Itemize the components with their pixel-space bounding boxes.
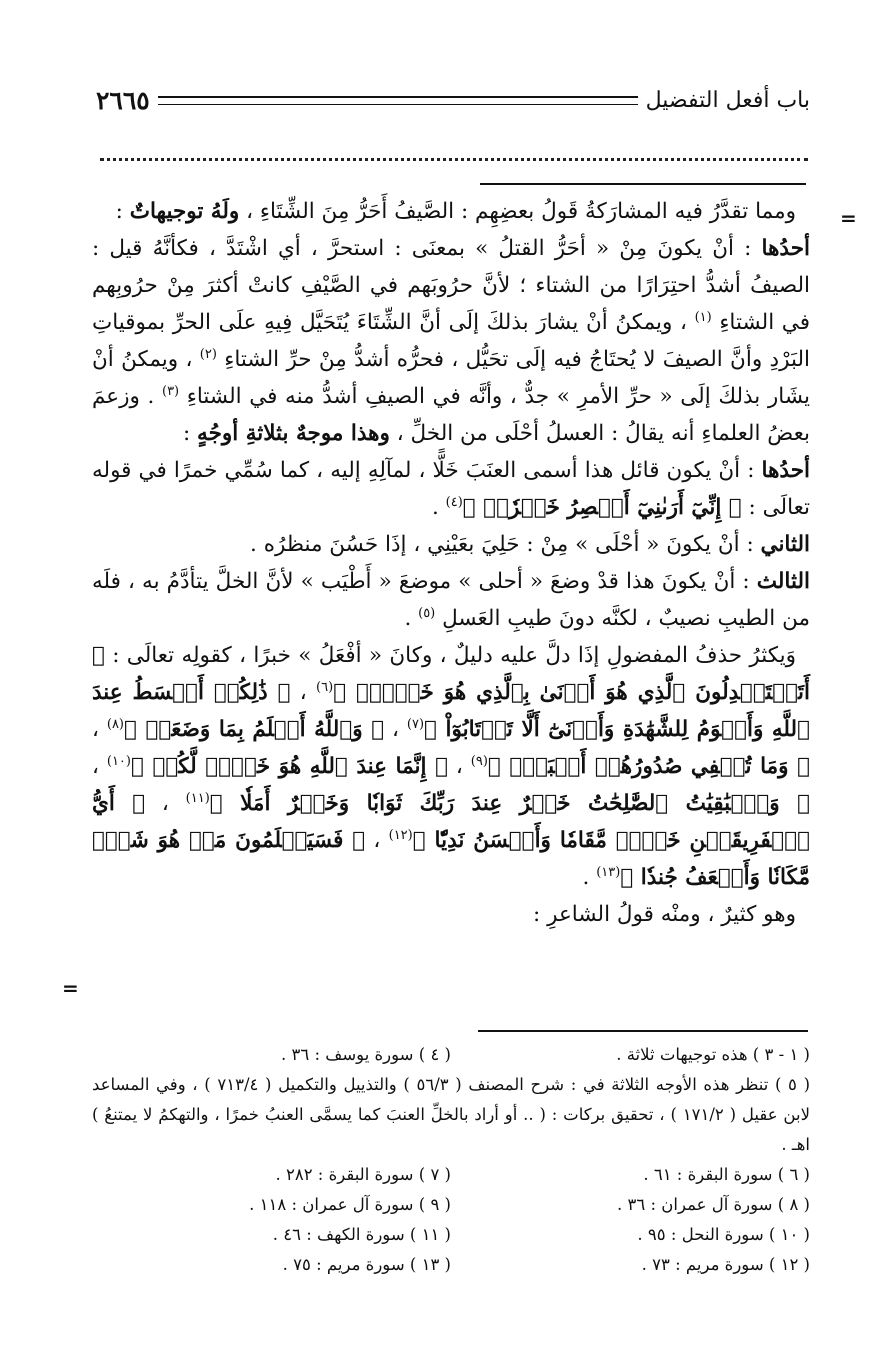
footnote-ref-4: (٤) xyxy=(445,494,463,510)
paragraph-4 xyxy=(92,526,810,563)
p4-text: : أنْ يكونَ « أحْلَى » مِنْ : حَلِيَ بعَيْنِي ، إذَا حَسُنَ منظرُه . xyxy=(250,532,761,557)
quran-quote-8: ﴿ وَٱللَّهُ أَعۡلَمُ بِمَا وَضَعَتۡ ﴾ xyxy=(124,717,385,742)
footnote-12: ( ١٢ ) سورة مريم : ٧٣ . xyxy=(641,1255,810,1274)
footnote-ref-9: (٩) xyxy=(470,753,488,769)
p2-label: أحدُها xyxy=(761,236,810,261)
footnote-ref-12: (١٢) xyxy=(388,827,413,843)
footnote-ref-2: (٢) xyxy=(199,346,217,362)
footnote-row xyxy=(92,1250,810,1280)
p3-tail: . xyxy=(431,495,446,520)
quran-quote-6: ﴿ أَتَسۡتَبۡدِلُونَ ٱلَّذِي هُوَ أَدۡنَىٰ بِٱلَّذِي هُوَ خَيۡرٌۚ ﴾ xyxy=(92,643,810,705)
p5-text: : أنْ يكونَ هذا قدْ وضعَ « أحلى » موضعَ « أَطْيَب » لأنَّ الخلَّ يتأدَّمُ به ، فلَه من الطيبِ نصيبٌ ، لكنَّه دونَ طيبِ العَسلِ xyxy=(92,569,810,631)
footnote-7: ( ٧ ) سورة البقرة : ٢٨٢ . xyxy=(275,1165,451,1184)
p2-text-2: ، ويمكنُ أنْ يشارَ بذلكَ إلَى أنَّ الشِّتَاءَ يُتَحَيَّل فِيهِ علَى الحرِّ بموقياتِ البَرْدِ وأنَّ الصيفَ لا يُحتَاجُ فيه إلَى تحَيُّل ، فحرُّه أشدُّ مِنْ حرِّ الشتاءِ xyxy=(92,310,810,372)
p2-text: : أنْ يكونَ مِنْ « أحَرُّ القتلُ » بمعنَى : استحرَّ ، أي اشْتَدَّ ، فكأنَّهُ قيل : الصيفُ أشدُّ احتِرَارًا من الشتاء ؛ لأنَّ حرُوبَهم في الصَّيْفِ كانتْ أكثرَ مِنْ حرُوبِهم في الشتاءِ xyxy=(92,236,810,335)
footnote-rule xyxy=(478,1030,808,1032)
footnote-ref-7: (٧) xyxy=(406,716,425,732)
p5-label: الثالث xyxy=(756,569,810,594)
footnote-6: ( ٦ ) سورة البقرة : ٦١ . xyxy=(643,1165,810,1184)
footnote-row xyxy=(92,1220,810,1250)
p3-text: : أنْ يكون قائل هذا أسمى العنَبَ خَلًّا ، لمآلِهِ إليه ، كما سُمِّي خمرًا في قوله تعالَى : xyxy=(92,458,810,520)
footnote-10: ( ١٠ ) سورة النحل : ٩٥ . xyxy=(637,1225,810,1244)
footnote-ref-1: (١) xyxy=(694,309,712,325)
p3-label: أحدُها xyxy=(761,458,810,483)
running-header xyxy=(96,80,810,120)
footnote-ref-6: (٦) xyxy=(316,679,334,695)
footnote-9: ( ٩ ) سورة آل عمران : ١١٨ . xyxy=(249,1195,451,1214)
paragraph-3 xyxy=(92,452,810,526)
footnote-ref-8: (٨) xyxy=(106,716,124,732)
p2-tail: : xyxy=(182,421,198,446)
footnote-ref-13: (١٣) xyxy=(596,864,621,880)
footnote-11: ( ١١ ) سورة الكهف : ٤٦ . xyxy=(272,1225,451,1244)
p1-tail: : xyxy=(115,199,130,224)
paragraph-7: وهو كثيرٌ ، ومنْه قولُ الشاعرِ : xyxy=(533,902,796,927)
p2-bold: وهذا موجهٌ بثلاثةِ أوجُهٍ xyxy=(197,421,390,446)
footnote-4: ( ٤ ) سورة يوسف : ٣٦ . xyxy=(280,1045,451,1064)
quran-quote-12: ﴿ أَيُّ ٱلۡفَرِيقَيۡنِ خَيۡرٞ مَّقَامٗا وَأَحۡسَنُ نَدِيّٗا ﴾ xyxy=(92,791,811,853)
chapter-title: باب أفعل التفضيل xyxy=(645,87,810,113)
main-text xyxy=(92,193,810,933)
footnote-ref-10: (١٠) xyxy=(106,753,131,769)
footnote-row xyxy=(92,1160,810,1190)
margin-marker-top: = xyxy=(840,206,857,230)
footnote-row xyxy=(92,1040,810,1070)
p2-text-4: . وزعمَ بعضُ العلماءِ أنه يقالُ : العسلُ أحْلَى من الخلِّ ، xyxy=(92,384,810,446)
footnote-1-3: ( ١ - ٣ ) هذه توجيهات ثلاثة . xyxy=(616,1045,810,1064)
footnote-ref-11: (١١) xyxy=(185,790,210,806)
quran-quote-11: ﴿ وَٱلۡبَٰقِيَٰتُ ٱلصَّٰلِحَٰتُ خَيۡرٌ عِندَ رَبِّكَ ثَوَابٗا وَخَيۡرٌ أَمَلٗا ﴾ xyxy=(209,791,810,816)
quran-quote-7: ﴿ ذَٰلِكُمۡ أَقۡسَطُ عِندَ ٱللَّهِ وَأَقۡوَمُ لِلشَّهَٰدَةِ وَأَدۡنَىٰٓ أَلَّا تَرۡتَابُوٓاْ ﴾ xyxy=(92,680,811,742)
footnotes xyxy=(92,1040,810,1280)
footnote-ref-5: (٥) xyxy=(418,605,436,621)
p2-text-3: ، ويمكنُ أنْ يشَار بذلكَ إلَى « حرِّ الأمرِ » جدٌّ ، وأنَّه في الصيفِ أشدُّ منه في الشتاءِ xyxy=(92,347,810,409)
header-rule xyxy=(158,96,638,105)
footnote-row xyxy=(92,1190,810,1220)
dotted-divider xyxy=(100,142,808,161)
quran-quote-13: ﴿ فَسَيَعۡلَمُونَ مَنۡ هُوَ شَرّٞ مَّكَانٗا وَأَضۡعَفُ جُندٗا ﴾ xyxy=(92,828,810,890)
p1-bold: ولَهُ توجيهاتٌ xyxy=(129,199,240,224)
text-top-rule xyxy=(480,183,806,185)
footnote-8: ( ٨ ) سورة آل عمران : ٣٦ . xyxy=(617,1195,810,1214)
paragraph-5 xyxy=(92,563,810,637)
p5-tail: . xyxy=(404,606,419,631)
quran-quote-9: ﴿ وَمَا تُخۡفِي صُدُورُهُمۡ أَكۡبَرُۚ ﴾ xyxy=(487,754,811,779)
quran-quote-4: ﴿ إِنِّيٓ أَرَىٰنِيٓ أَعۡصِرُ خَمۡرٗاۖ ﴾ xyxy=(462,495,742,520)
page-number: ٢٦٦٥ xyxy=(96,85,150,115)
p6-text: وَيكثرُ حذفُ المفضولِ إذَا دلَّ عليه دليلٌ ، وكانَ « أفْعَلُ » خبرًا ، كقولِه تعالَى : xyxy=(104,643,796,668)
paragraph-2 xyxy=(92,230,810,452)
footnote-5: ( ٥ ) تنظر هذه الأوجه الثلاثة في : شرح المصنف ( ٥٦/٣ ) والتذييل والتكميل ( ٧١٣/٤ ) ، وفي المساعد لابن عقيل ( ١٧١/٢ ) ، تحقيق بركات : ( .. أو أراد بالخلِّ العنبَ كما يسمَّى العنبُ خمرًا ، والتهكمُ لا يمتنعُ ) اهـ . xyxy=(92,1075,811,1154)
footnote-ref-3: (٣) xyxy=(161,383,180,399)
paragraph-6: وَيكثرُ حذفُ المفضولِ إذَا دلَّ عليه دليلٌ ، وكانَ « أفْعَلُ » خبرًا ، كقولِه تعالَى : ﴿ أَتَسۡتَبۡدِلُونَ ٱلَّذِي هُوَ أَدۡنَىٰ بِٱلَّذِي هُوَ خَيۡرٌۚ ﴾$^{(٦)}$ ، ﴿ ذَٰلِكُمۡ أَقۡسَطُ عِندَ ٱللَّهِ وَأَقۡوَمُ لِلشَّهَٰدَةِ وَأَدۡنَىٰٓ أَلَّا تَرۡتَابُوٓاْ ﴾$^{(٧)}$ ، ﴿ وَٱللَّهُ أَعۡلَمُ بِمَا وَضَعَتۡ ﴾$^{(٨)}$ ، ﴿ وَمَا تُخۡفِي صُدُورُهُمۡ أَكۡبَرُۚ ﴾$^{(٩)}$ ، ﴿ إِنَّمَا عِندَ ٱللَّهِ هُوَ خَيۡرٞ لَّكُمۡ ﴾$^{(١٠)}$ ، ﴿ وَٱلۡبَٰقِيَٰتُ ٱلصَّٰلِحَٰتُ خَيۡرٌ عِندَ رَبِّكَ ثَوَابٗا وَخَيۡرٌ أَمَلٗا ﴾$^{(١١)}$ ، ﴿ أَيُّ ٱلۡفَرِيقَيۡنِ خَيۡرٞ مَّقَامٗا وَأَحۡسَنُ نَدِيّٗا ﴾$^{(١٢)}$ ، ﴿ فَسَيَعۡلَمُونَ مَنۡ هُوَ شَرّٞ مَّكَانٗا وَأَضۡعَفُ جُندٗا ﴾$^{(١٣)}$ . xyxy=(92,643,811,890)
p1-text: ومما تقدَّرُ فيه المشارَكةُ قَولُ بعضِهِم : الصَّيفُ أَحَرُّ مِنَ الشِّتَاءِ ، xyxy=(239,199,796,224)
quran-quote-10: ﴿ إِنَّمَا عِندَ ٱللَّهِ هُوَ خَيۡرٞ لَّكُمۡ ﴾ xyxy=(130,754,448,779)
margin-marker-bottom: = xyxy=(62,976,79,1000)
p4-label: الثاني xyxy=(760,532,810,557)
footnote-13: ( ١٣ ) سورة مريم : ٧٥ . xyxy=(282,1255,451,1274)
paragraph-1 xyxy=(92,193,810,230)
